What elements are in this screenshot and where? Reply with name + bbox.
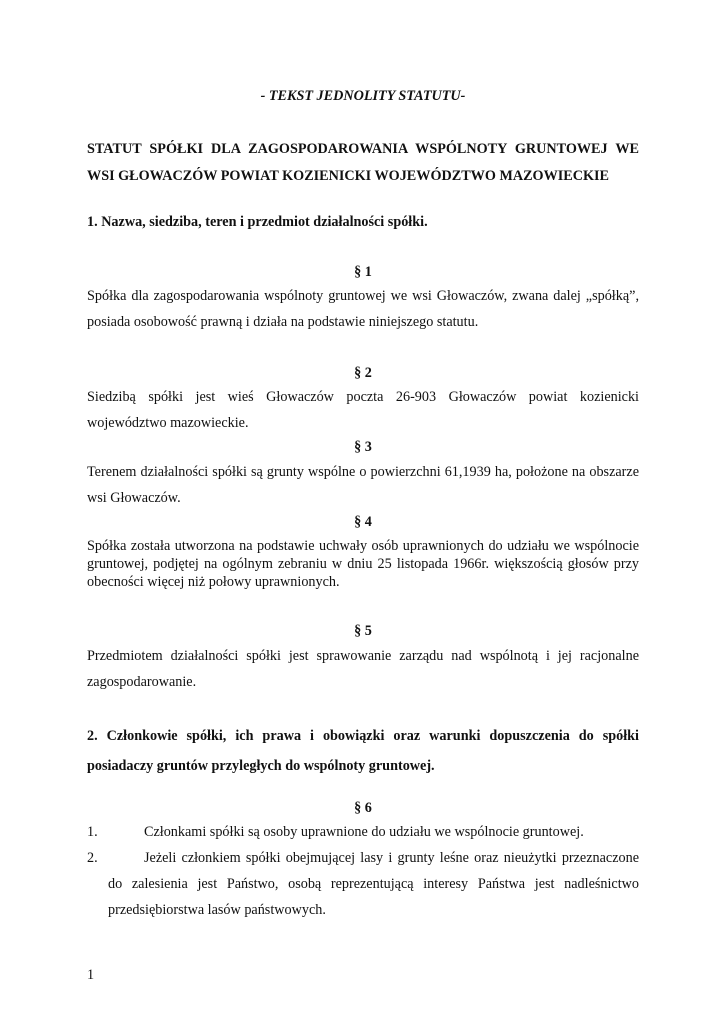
list-item-number: 2. — [87, 850, 98, 866]
section-1-heading: 1. Nazwa, siedziba, teren i przedmiot działalności spółki. — [87, 214, 428, 230]
paragraph-2-text: Siedzibą spółki jest wieś Głowaczów poczta 26-903 Głowaczów powiat kozienicki województwo mazowieckie. — [87, 389, 639, 431]
paragraph-4-text: Spółka została utworzona na podstawie uchwały osób uprawnionych do udziału we wspólnocie gruntowej, podjętej na ogólnym zebraniu w dniu 25 listopada 1966r. większością głosów przy obecności więcej niż połowy uprawnionych. — [87, 538, 639, 590]
paragraph-1-text: Spółka dla zagospodarowania wspólnoty gruntowej we wsi Głowaczów, zwana dalej „spółką”, posiada osobowość prawną i działa na podstawie niniejszego statutu. — [87, 288, 639, 330]
paragraph-3-mark: § 3 — [354, 439, 372, 455]
paragraph-1-mark: § 1 — [354, 264, 372, 280]
statute-title: STATUT SPÓŁKI DLA ZAGOSPODAROWANIA WSPÓLNOTY GRUNTOWEJ WE WSI GŁOWACZÓW POWIAT KOZIENICKI WOJEWÓDZTWO MAZOWIECKIE — [87, 141, 639, 184]
document-title: - TEKST JEDNOLITY STATUTU- — [260, 88, 466, 104]
list-item-text: Jeżeli członkiem spółki obejmującej lasy i grunty leśne oraz nieużytki przeznaczone do zalesienia jest Państwo, osobą reprezentującą interesy Państwa jest nadleśnictwo przedsiębiorstwa lasów państwowych. — [108, 850, 639, 918]
list-item — [87, 845, 639, 923]
paragraph-5-mark: § 5 — [354, 623, 372, 639]
list-item-text: Członkami spółki są osoby uprawnione do udziału we wspólnocie gruntowej. — [144, 824, 584, 840]
paragraph-5-text: Przedmiotem działalności spółki jest sprawowanie zarządu nad wspólnotą i jej racjonalne zagospodarowanie. — [87, 648, 639, 690]
page-number: 1 — [87, 967, 95, 983]
paragraph-4-mark: § 4 — [354, 514, 372, 530]
paragraph-3-text: Terenem działalności spółki są grunty wspólne o powierzchni 61,1939 ha, położone na obszarze wsi Głowaczów. — [87, 464, 639, 506]
paragraph-2-mark: § 2 — [354, 365, 372, 381]
section-2-heading: 2. Członkowie spółki, ich prawa i obowiązki oraz warunki dopuszczenia do spółki posiadaczy gruntów przyległych do wspólnoty gruntowej. — [87, 728, 639, 774]
list-item — [87, 819, 639, 845]
paragraph-6-mark: § 6 — [354, 800, 372, 816]
list-item-number: 1. — [87, 824, 98, 840]
